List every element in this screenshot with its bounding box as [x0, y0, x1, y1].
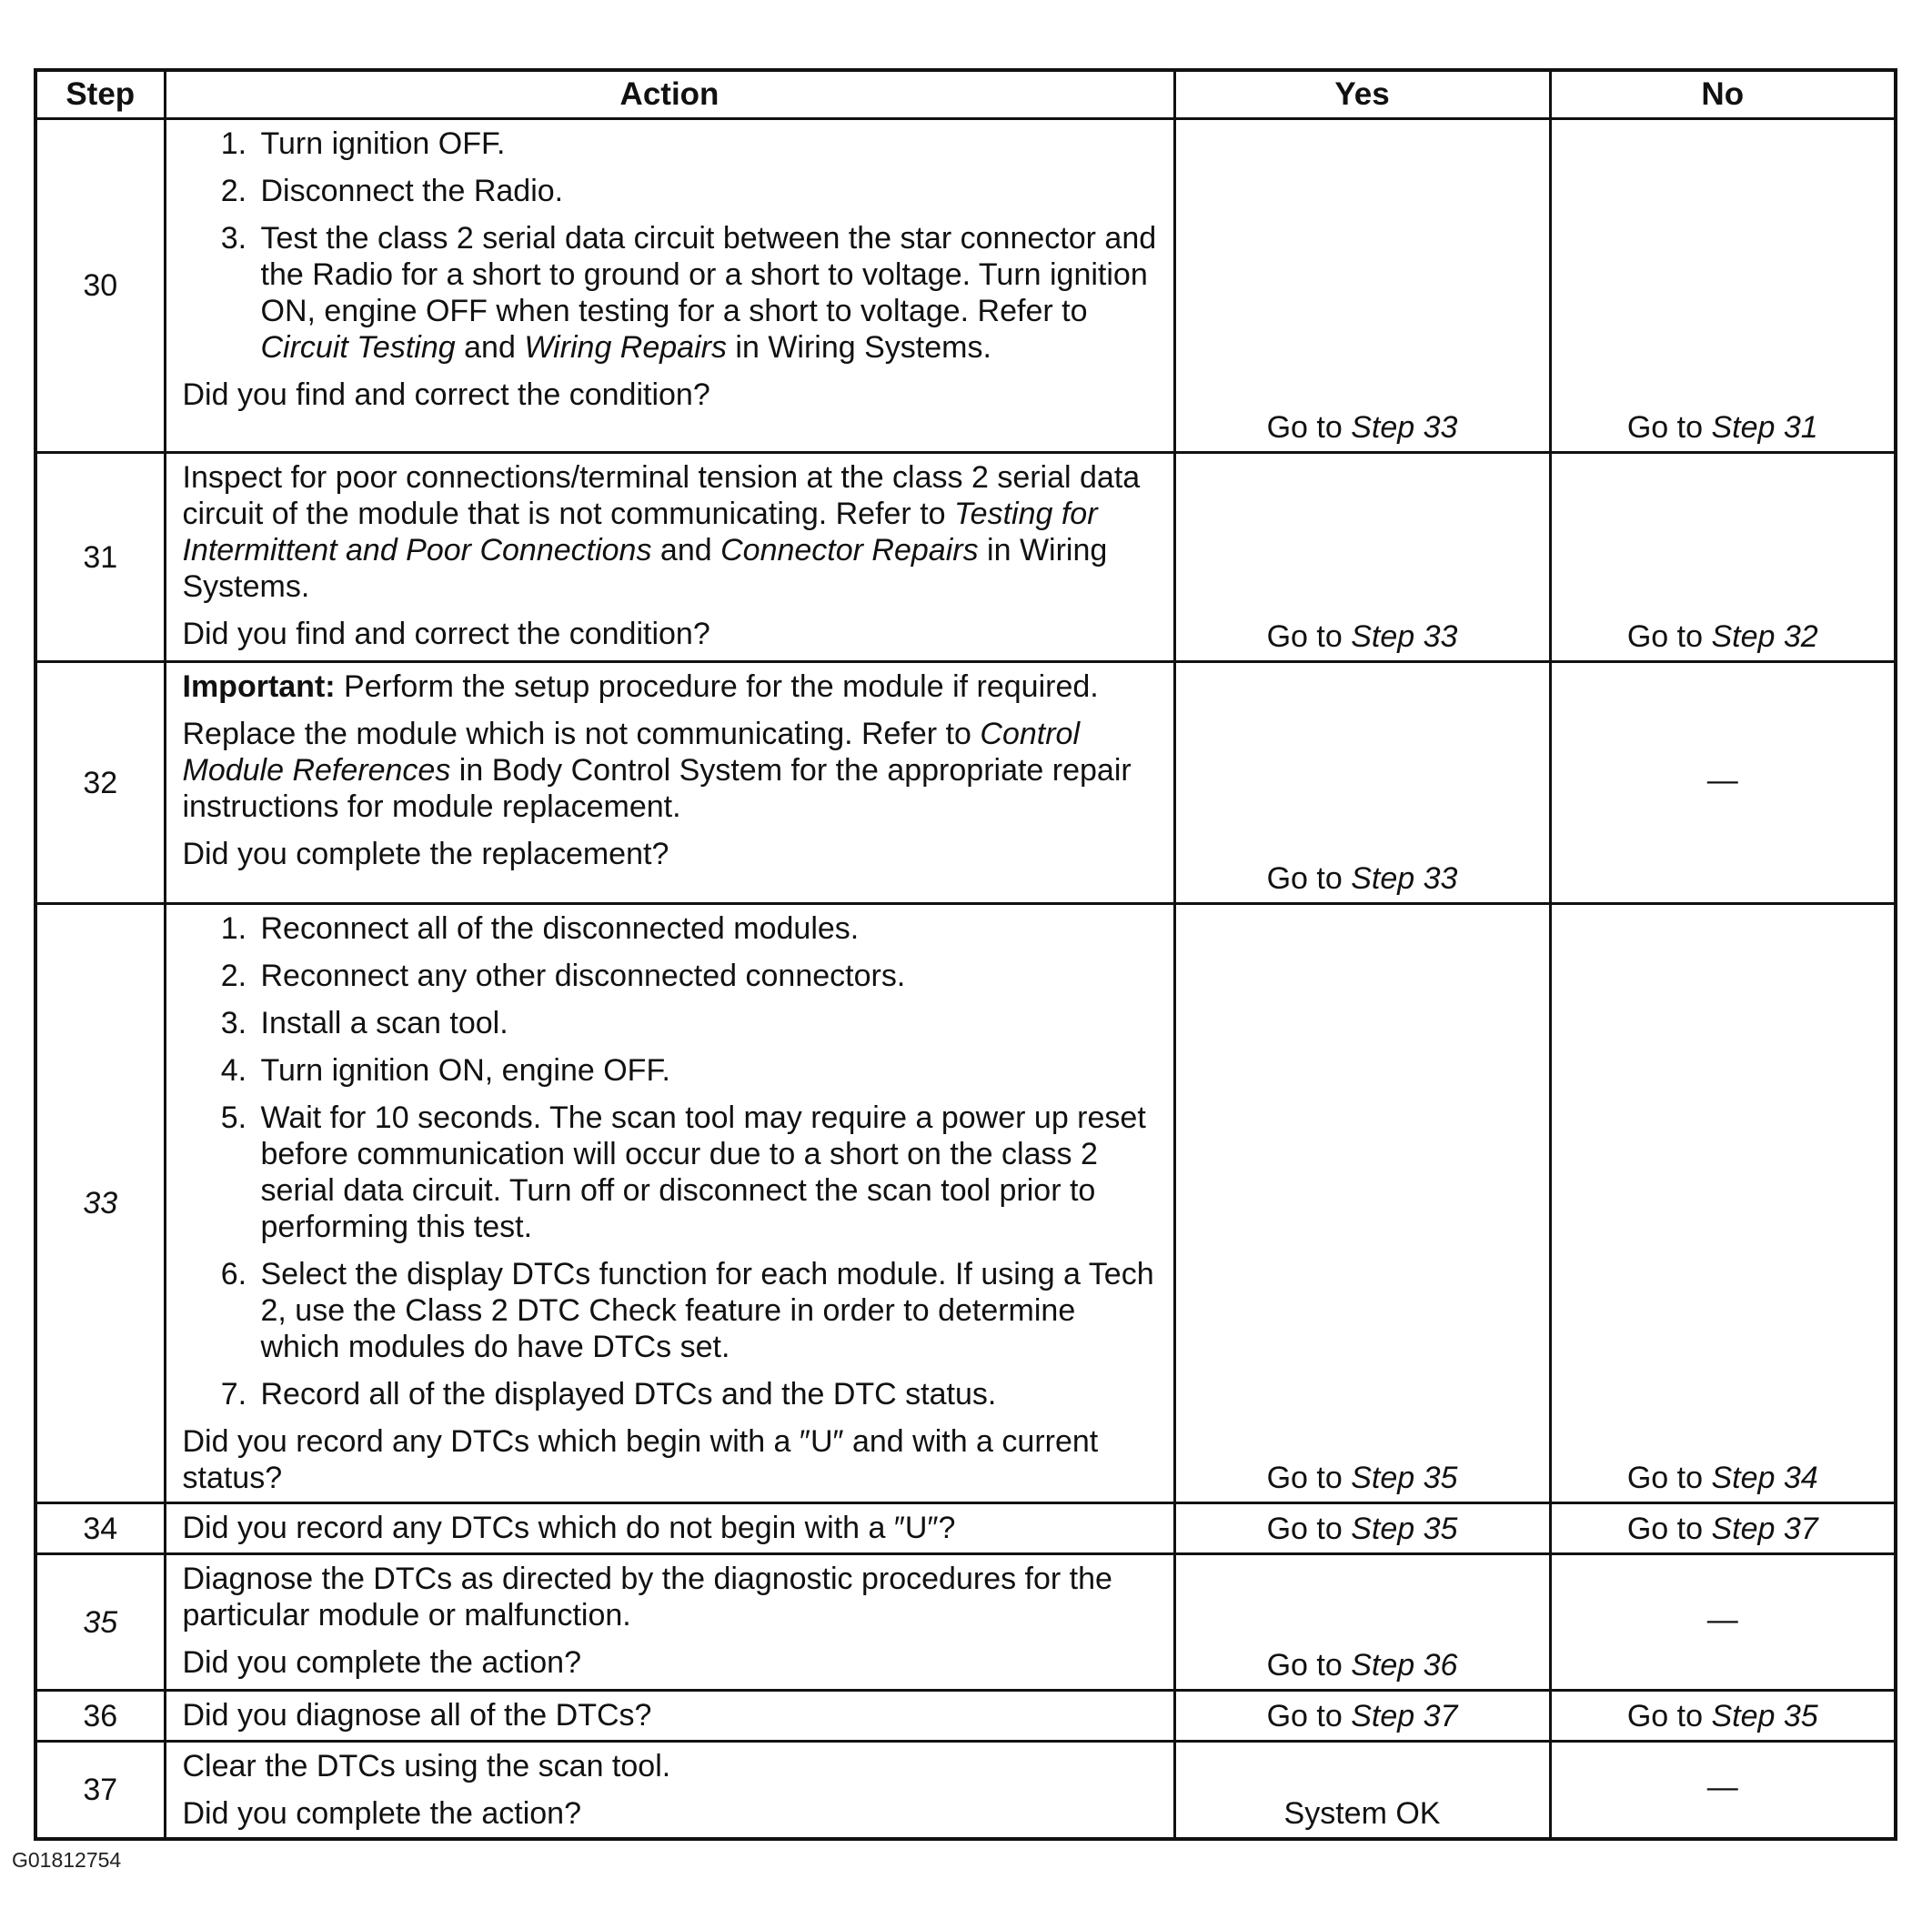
question: Did you complete the action?	[182, 1796, 581, 1831]
question: Did you record any DTCs which begin with a ″U″ and with a current status?	[182, 1424, 1099, 1495]
item-text: Test the class 2 serial data circuit between the star connector and the Radio for a short to ground or a short to voltage. Turn ignition ON, engine OFF when testing for a short to voltage. Refer to	[260, 221, 1157, 328]
question: Did you complete the action?	[182, 1645, 581, 1680]
step-number: 31	[35, 453, 165, 662]
list-item: 2. Reconnect any other disconnected connectors.	[256, 958, 1159, 994]
no-cell: —	[1550, 1554, 1896, 1691]
body-tail: in Wiring Systems.	[182, 533, 1108, 604]
go-to-label: Go to	[1266, 861, 1343, 896]
go-to-label: Go to	[1626, 1699, 1703, 1733]
list-item: 5. Wait for 10 seconds. The scan tool may require a power up reset before communication will occur due to a short on the class 2 serial data circuit. Turn off or disconnect the scan tool prior to performing this test.	[256, 1100, 1159, 1245]
step-number: 35	[35, 1554, 165, 1691]
step-number: 33	[35, 904, 165, 1503]
go-to-label: Go to	[1266, 1699, 1343, 1733]
item-tail: in Wiring Systems.	[735, 330, 991, 365]
step-link[interactable]: Step 35	[1351, 1512, 1458, 1546]
step-link[interactable]: Step 35	[1351, 1461, 1458, 1495]
instruction-text	[183, 716, 1159, 825]
go-to-label: Go to	[1626, 1461, 1703, 1495]
step-link[interactable]: Step 32	[1711, 619, 1818, 654]
instruction-list	[183, 910, 1159, 1412]
step-link[interactable]: Step 37	[1711, 1512, 1818, 1546]
header-row	[35, 70, 1896, 119]
go-to-label: Go to	[1266, 1648, 1343, 1683]
step-number: 34	[35, 1503, 165, 1554]
conjunction: and	[464, 330, 516, 365]
table-row	[35, 662, 1896, 904]
action-cell	[165, 1742, 1174, 1840]
question: Did you complete the replacement?	[182, 837, 669, 871]
go-to-label: Go to	[1266, 410, 1343, 445]
no-cell	[1550, 1691, 1896, 1742]
table-row	[35, 1554, 1896, 1691]
instruction-text	[183, 459, 1159, 605]
list-item: 4. Turn ignition ON, engine OFF.	[256, 1052, 1159, 1089]
step-link[interactable]: Step 33	[1351, 861, 1458, 896]
yes-cell	[1174, 1503, 1550, 1554]
step-link[interactable]: Step 34	[1711, 1461, 1818, 1495]
step-link[interactable]: Step 37	[1351, 1699, 1458, 1733]
header-action: Action	[165, 70, 1174, 119]
header-step: Step	[35, 70, 165, 119]
list-item: 6. Select the display DTCs function for each module. If using a Tech 2, use the Class 2 DTC Check feature in order to determine which modules do have DTCs set.	[256, 1256, 1159, 1365]
no-cell: —	[1550, 1742, 1896, 1840]
step-number: 30	[35, 119, 165, 453]
no-cell	[1550, 453, 1896, 662]
list-item: 2. Disconnect the Radio.	[256, 173, 1159, 209]
header-yes: Yes	[1174, 70, 1550, 119]
instruction-text: Clear the DTCs using the scan tool.	[182, 1749, 671, 1783]
go-to-label: Go to	[1266, 619, 1343, 654]
question: Did you find and correct the condition?	[182, 377, 710, 412]
step-number: 32	[35, 662, 165, 904]
body-text: Inspect for poor connections/terminal tension at the class 2 serial data circuit of the module that is not communicating. Refer to	[182, 460, 1141, 531]
list-item	[256, 220, 1159, 366]
question: Did you diagnose all of the DTCs?	[182, 1698, 652, 1733]
no-cell	[1550, 904, 1896, 1503]
reference: Circuit Testing	[260, 330, 456, 365]
body-tail: in Body Control System for the appropriate repair instructions for module replacement.	[182, 753, 1132, 824]
yes-cell	[1174, 1691, 1550, 1742]
yes-cell	[1174, 453, 1550, 662]
step-link[interactable]: Step 33	[1351, 410, 1458, 445]
yes-cell	[1174, 662, 1550, 904]
important-note	[183, 668, 1159, 705]
no-cell	[1550, 1503, 1896, 1554]
reference: Control Module References	[182, 717, 1080, 788]
question: Did you record any DTCs which do not begin with a ″U″?	[182, 1511, 956, 1545]
action-cell	[165, 662, 1174, 904]
go-to-label: Go to	[1266, 1512, 1343, 1546]
go-to-label: Go to	[1626, 1512, 1703, 1546]
action-cell	[165, 453, 1174, 662]
yes-cell	[1174, 904, 1550, 1503]
go-to-label: Go to	[1626, 619, 1703, 654]
step-link[interactable]: Step 35	[1711, 1699, 1818, 1733]
figure-id: G01812754	[12, 1848, 122, 1872]
body-text: Replace the module which is not communicating. Refer to	[182, 717, 971, 751]
instruction-text: Diagnose the DTCs as directed by the diagnostic procedures for the particular module or malfunction.	[182, 1562, 1112, 1633]
yes-cell	[1174, 1554, 1550, 1691]
action-cell	[165, 1554, 1174, 1691]
yes-cell	[1174, 119, 1550, 453]
table-row	[35, 1691, 1896, 1742]
reference: Connector Repairs	[720, 533, 979, 568]
reference: Wiring Repairs	[524, 330, 727, 365]
table-row	[35, 453, 1896, 662]
action-cell	[165, 1691, 1174, 1742]
table-row	[35, 1503, 1896, 1554]
table-row	[35, 904, 1896, 1503]
go-to-label: Go to	[1626, 410, 1703, 445]
action-cell	[165, 119, 1174, 453]
step-link[interactable]: Step 36	[1351, 1648, 1458, 1683]
yes-cell: System OK	[1174, 1742, 1550, 1840]
header-no: No	[1550, 70, 1896, 119]
conjunction: and	[659, 533, 712, 568]
list-item: 1. Reconnect all of the disconnected modules.	[256, 910, 1159, 947]
action-cell	[165, 1503, 1174, 1554]
important-text: Perform the setup procedure for the module if required.	[344, 669, 1099, 704]
table-row	[35, 119, 1896, 453]
step-number: 36	[35, 1691, 165, 1742]
no-cell: —	[1550, 662, 1896, 904]
action-cell	[165, 904, 1174, 1503]
step-link[interactable]: Step 31	[1711, 410, 1818, 445]
go-to-label: Go to	[1266, 1461, 1343, 1495]
reference: Testing for Intermittent and Poor Connections	[182, 497, 1098, 568]
list-item: 3. Install a scan tool.	[256, 1005, 1159, 1041]
list-item: 7. Record all of the displayed DTCs and the DTC status.	[256, 1376, 1159, 1412]
list-item: 1. Turn ignition OFF.	[256, 126, 1159, 162]
no-cell	[1550, 119, 1896, 453]
instruction-list	[183, 126, 1159, 366]
question: Did you find and correct the condition?	[182, 617, 710, 651]
step-link[interactable]: Step 33	[1351, 619, 1458, 654]
important-label: Important:	[182, 669, 336, 704]
table-row	[35, 1742, 1896, 1840]
diagnostic-table	[34, 68, 1897, 1841]
step-number: 37	[35, 1742, 165, 1840]
